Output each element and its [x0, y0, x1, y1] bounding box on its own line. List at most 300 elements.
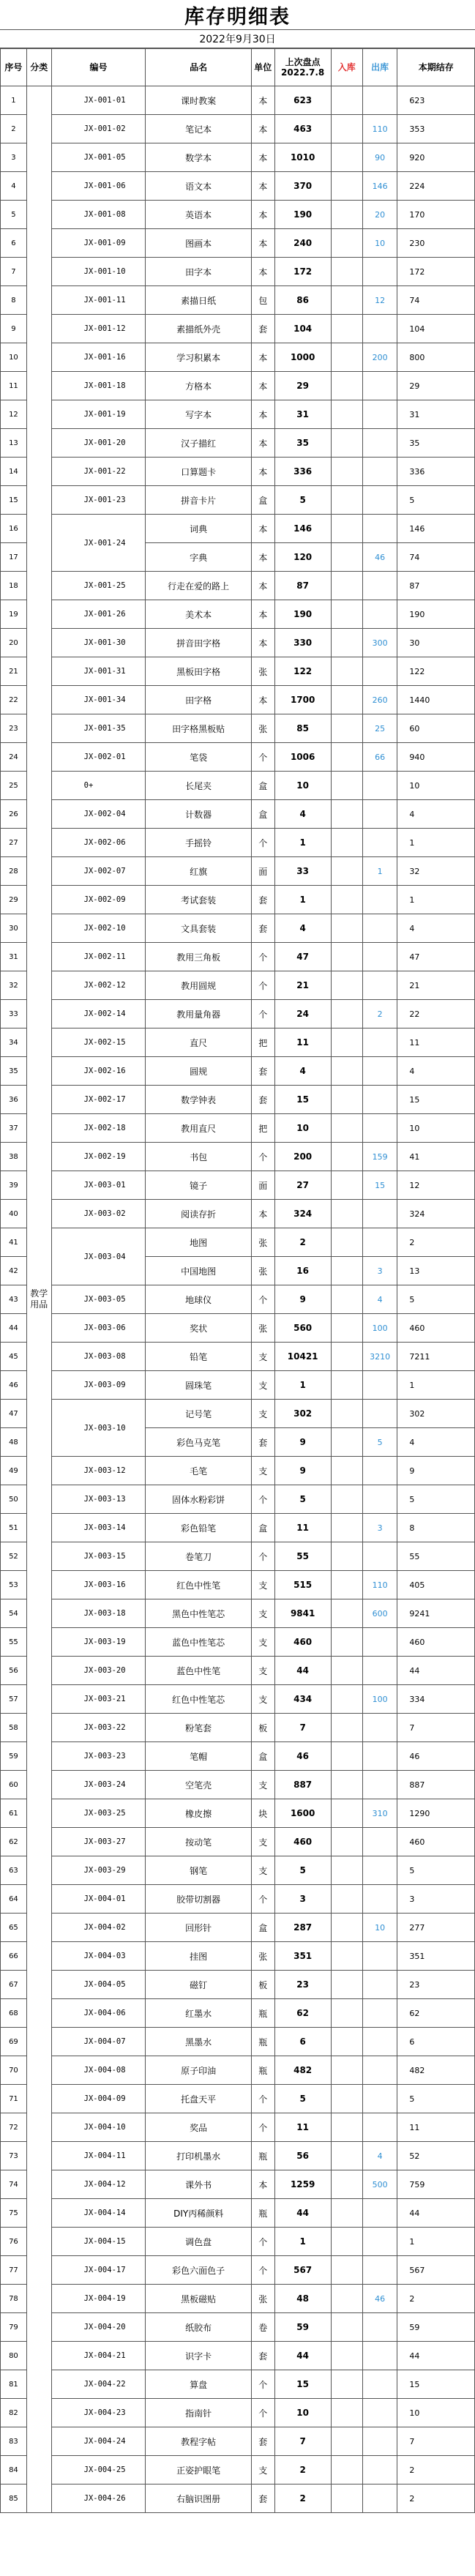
- cell-name: 橡皮擦: [146, 1799, 252, 1828]
- cell-seq: 24: [1, 743, 27, 772]
- cell-inbound: [331, 2285, 362, 2313]
- cell-code: JX-003-08: [51, 1343, 146, 1371]
- cell-inbound: [331, 1828, 362, 1856]
- cell-code: JX-001-10: [51, 258, 146, 286]
- cell-last-count: 7: [274, 2427, 331, 2456]
- cell-current-stock: 1440: [397, 686, 475, 714]
- header-outbound: 出库: [362, 49, 397, 86]
- cell-code: JX-004-08: [51, 2056, 146, 2085]
- cell-inbound: [331, 2228, 362, 2256]
- cell-seq: 65: [1, 1914, 27, 1942]
- cell-seq: 81: [1, 2370, 27, 2399]
- cell-last-count: 33: [274, 857, 331, 886]
- category-label: 教学用品: [30, 1288, 48, 1310]
- table-row: [1, 629, 475, 657]
- cell-outbound: [362, 2313, 397, 2342]
- cell-current-stock: 10: [397, 1114, 475, 1143]
- cell-inbound: [331, 714, 362, 743]
- cell-outbound: [362, 2256, 397, 2285]
- cell-last-count: 7: [274, 1714, 331, 1742]
- cell-name: 黑墨水: [146, 2028, 252, 2056]
- cell-seq: 32: [1, 971, 27, 1000]
- cell-unit: 包: [251, 286, 274, 315]
- cell-current-stock: 122: [397, 657, 475, 686]
- cell-current-stock: 44: [397, 2342, 475, 2370]
- cell-outbound: [362, 458, 397, 486]
- header-current-stock: 本期结存: [397, 49, 475, 86]
- cell-last-count: 10: [274, 1114, 331, 1143]
- cell-unit: 本: [251, 1200, 274, 1228]
- cell-current-stock: 567: [397, 2256, 475, 2285]
- table-row: [1, 1771, 475, 1799]
- cell-code: JX-003-18: [51, 1599, 146, 1628]
- cell-outbound: [362, 515, 397, 543]
- cell-last-count: 16: [274, 1257, 331, 1285]
- cell-seq: 18: [1, 572, 27, 600]
- cell-seq: 44: [1, 1314, 27, 1343]
- cell-outbound: 5: [362, 1428, 397, 1457]
- table-row: [1, 657, 475, 686]
- cell-last-count: 27: [274, 1171, 331, 1200]
- cell-code: JX-002-14: [51, 1000, 146, 1028]
- table-row: [1, 1514, 475, 1542]
- cell-unit: 个: [251, 2113, 274, 2142]
- table-row: [1, 1685, 475, 1714]
- cell-unit: 套: [251, 1086, 274, 1114]
- cell-last-count: 44: [274, 1657, 331, 1685]
- cell-current-stock: 940: [397, 743, 475, 772]
- cell-current-stock: 224: [397, 172, 475, 201]
- cell-last-count: 330: [274, 629, 331, 657]
- cell-name: 田字格黑板贴: [146, 714, 252, 743]
- cell-last-count: 6: [274, 2028, 331, 2056]
- cell-name: 奖状: [146, 1314, 252, 1343]
- cell-name: 红墨水: [146, 1999, 252, 2028]
- cell-name: 算盘: [146, 2370, 252, 2399]
- cell-last-count: 10: [274, 772, 331, 800]
- cell-seq: 49: [1, 1457, 27, 1485]
- cell-inbound: [331, 600, 362, 629]
- table-row: [1, 515, 475, 543]
- cell-current-stock: 11: [397, 1028, 475, 1057]
- cell-seq: 2: [1, 115, 27, 143]
- cell-inbound: [331, 2313, 362, 2342]
- cell-unit: 瓶: [251, 2028, 274, 2056]
- cell-inbound: [331, 2056, 362, 2085]
- table-row: [1, 1400, 475, 1428]
- cell-current-stock: 172: [397, 258, 475, 286]
- table-row: [1, 1856, 475, 1885]
- cell-last-count: 21: [274, 971, 331, 1000]
- cell-current-stock: 324: [397, 1200, 475, 1228]
- cell-inbound: [331, 743, 362, 772]
- cell-current-stock: 170: [397, 201, 475, 229]
- cell-seq: 28: [1, 857, 27, 886]
- cell-inbound: [331, 1343, 362, 1371]
- table-row: [1, 2028, 475, 2056]
- cell-name: 课外书: [146, 2170, 252, 2199]
- cell-last-count: 2: [274, 2456, 331, 2484]
- cell-name: 粉笔套: [146, 1714, 252, 1742]
- cell-current-stock: 5: [397, 2085, 475, 2113]
- cell-last-count: 10421: [274, 1343, 331, 1371]
- cell-seq: 53: [1, 1571, 27, 1599]
- cell-inbound: [331, 1942, 362, 1971]
- cell-code: JX-001-26: [51, 600, 146, 629]
- cell-inbound: [331, 258, 362, 286]
- cell-last-count: 1000: [274, 343, 331, 372]
- cell-name: 笔帽: [146, 1742, 252, 1771]
- cell-outbound: [362, 1114, 397, 1143]
- cell-code: JX-001-18: [51, 372, 146, 400]
- cell-code: JX-003-27: [51, 1828, 146, 1856]
- cell-unit: 本: [251, 372, 274, 400]
- cell-name: 手摇铃: [146, 829, 252, 857]
- cell-name: 教用直尺: [146, 1114, 252, 1143]
- cell-name: 红旗: [146, 857, 252, 886]
- cell-outbound: [362, 1971, 397, 1999]
- cell-last-count: 9: [274, 1285, 331, 1314]
- cell-seq: 8: [1, 286, 27, 315]
- cell-code: JX-001-23: [51, 486, 146, 515]
- cell-name: 打印机墨水: [146, 2142, 252, 2170]
- cell-seq: 15: [1, 486, 27, 515]
- cell-current-stock: 30: [397, 629, 475, 657]
- cell-unit: 张: [251, 1257, 274, 1285]
- cell-current-stock: 74: [397, 543, 475, 572]
- cell-last-count: 190: [274, 600, 331, 629]
- cell-current-stock: 60: [397, 714, 475, 743]
- cell-current-stock: 1: [397, 886, 475, 914]
- cell-current-stock: 52: [397, 2142, 475, 2170]
- cell-last-count: 1: [274, 829, 331, 857]
- cell-unit: 套: [251, 2484, 274, 2513]
- cell-current-stock: 1: [397, 829, 475, 857]
- cell-name: 黑板田字格: [146, 657, 252, 686]
- cell-outbound: [362, 772, 397, 800]
- sheet-date: 2022年9月30日: [199, 34, 276, 45]
- cell-last-count: 15: [274, 2370, 331, 2399]
- cell-code: JX-004-24: [51, 2427, 146, 2456]
- cell-unit: 个: [251, 1885, 274, 1914]
- cell-current-stock: 46: [397, 1742, 475, 1771]
- cell-name: 毛笔: [146, 1457, 252, 1485]
- cell-code: JX-004-09: [51, 2085, 146, 2113]
- cell-code: JX-003-23: [51, 1742, 146, 1771]
- cell-inbound: [331, 1542, 362, 1571]
- cell-seq: 51: [1, 1514, 27, 1542]
- cell-unit: 盒: [251, 772, 274, 800]
- cell-current-stock: 302: [397, 1400, 475, 1428]
- cell-seq: 75: [1, 2199, 27, 2228]
- cell-name: 词典: [146, 515, 252, 543]
- cell-inbound: [331, 1485, 362, 1514]
- cell-unit: 个: [251, 1542, 274, 1571]
- cell-name: 记号笔: [146, 1400, 252, 1428]
- table-row: [1, 743, 475, 772]
- cell-code: JX-003-14: [51, 1514, 146, 1542]
- cell-inbound: [331, 1200, 362, 1228]
- cell-current-stock: 8: [397, 1514, 475, 1542]
- cell-unit: 支: [251, 1371, 274, 1400]
- cell-seq: 4: [1, 172, 27, 201]
- cell-inbound: [331, 115, 362, 143]
- header-last-count-date: 2022.7.8: [281, 67, 325, 78]
- cell-inbound: [331, 1657, 362, 1685]
- table-row: [1, 429, 475, 458]
- cell-current-stock: 9241: [397, 1599, 475, 1628]
- cell-seq: 63: [1, 1856, 27, 1885]
- cell-name: 拼音卡片: [146, 486, 252, 515]
- cell-code: JX-002-16: [51, 1057, 146, 1086]
- cell-current-stock: 460: [397, 1628, 475, 1657]
- cell-outbound: 600: [362, 1599, 397, 1628]
- cell-name: 回形针: [146, 1914, 252, 1942]
- table-row: [1, 1885, 475, 1914]
- cell-outbound: 20: [362, 201, 397, 229]
- cell-code: JX-003-29: [51, 1856, 146, 1885]
- cell-last-count: 1259: [274, 2170, 331, 2199]
- cell-current-stock: 10: [397, 772, 475, 800]
- cell-unit: 个: [251, 2085, 274, 2113]
- cell-last-count: 87: [274, 572, 331, 600]
- cell-code: JX-003-16: [51, 1571, 146, 1599]
- cell-code: JX-004-17: [51, 2256, 146, 2285]
- cell-inbound: [331, 2170, 362, 2199]
- cell-name: 蓝色中性笔芯: [146, 1628, 252, 1657]
- table-row: [1, 914, 475, 943]
- cell-name: 正姿护眼笔: [146, 2456, 252, 2484]
- cell-last-count: 5: [274, 486, 331, 515]
- cell-current-stock: 7: [397, 2427, 475, 2456]
- cell-unit: 本: [251, 572, 274, 600]
- cell-seq: 59: [1, 1742, 27, 1771]
- cell-current-stock: 4: [397, 800, 475, 829]
- cell-last-count: 9841: [274, 1599, 331, 1628]
- cell-unit: 支: [251, 1457, 274, 1485]
- cell-inbound: [331, 943, 362, 971]
- table-row: [1, 343, 475, 372]
- cell-name: 英语本: [146, 201, 252, 229]
- cell-outbound: [362, 829, 397, 857]
- cell-inbound: [331, 1057, 362, 1086]
- date-row: [0, 30, 475, 48]
- cell-outbound: 100: [362, 1314, 397, 1343]
- cell-code: JX-003-21: [51, 1685, 146, 1714]
- table-row: [1, 2313, 475, 2342]
- cell-unit: 板: [251, 1971, 274, 1999]
- cell-name: 卷笔刀: [146, 1542, 252, 1571]
- table-row: [1, 1000, 475, 1028]
- cell-name: 圆珠笔: [146, 1371, 252, 1400]
- cell-last-count: 302: [274, 1400, 331, 1428]
- table-row: [1, 1086, 475, 1114]
- cell-last-count: 1700: [274, 686, 331, 714]
- cell-unit: 本: [251, 429, 274, 458]
- cell-code: JX-002-04: [51, 800, 146, 829]
- table-row: [1, 400, 475, 429]
- cell-last-count: 460: [274, 1628, 331, 1657]
- cell-outbound: [362, 1086, 397, 1114]
- cell-seq: 35: [1, 1057, 27, 1086]
- cell-inbound: [331, 2199, 362, 2228]
- cell-seq: 54: [1, 1599, 27, 1628]
- cell-name: 写字本: [146, 400, 252, 429]
- cell-last-count: 515: [274, 1571, 331, 1599]
- cell-name: 图画本: [146, 229, 252, 258]
- cell-seq: 20: [1, 629, 27, 657]
- cell-last-count: 5: [274, 1856, 331, 1885]
- cell-code: JX-004-02: [51, 1914, 146, 1942]
- table-row: [1, 686, 475, 714]
- cell-last-count: 4: [274, 1057, 331, 1086]
- cell-last-count: 46: [274, 1742, 331, 1771]
- cell-last-count: 11: [274, 2113, 331, 2142]
- cell-seq: 30: [1, 914, 27, 943]
- cell-code: JX-001-11: [51, 286, 146, 315]
- cell-current-stock: 104: [397, 315, 475, 343]
- cell-seq: 6: [1, 229, 27, 258]
- cell-last-count: 3: [274, 1885, 331, 1914]
- cell-last-count: 85: [274, 714, 331, 743]
- cell-code: JX-001-35: [51, 714, 146, 743]
- cell-code: JX-004-26: [51, 2484, 146, 2513]
- cell-inbound: [331, 1171, 362, 1200]
- cell-code: JX-001-22: [51, 458, 146, 486]
- cell-name: 指南针: [146, 2399, 252, 2427]
- cell-name: 右脑识图册: [146, 2484, 252, 2513]
- cell-unit: 瓶: [251, 2142, 274, 2170]
- cell-seq: 78: [1, 2285, 27, 2313]
- cell-seq: 48: [1, 1428, 27, 1457]
- cell-unit: 个: [251, 943, 274, 971]
- inventory-table: [0, 48, 475, 2513]
- cell-name: 钢笔: [146, 1856, 252, 1885]
- cell-seq: 3: [1, 143, 27, 172]
- cell-current-stock: 9: [397, 1457, 475, 1485]
- cell-inbound: [331, 1571, 362, 1599]
- cell-last-count: 5: [274, 2085, 331, 2113]
- cell-name: 红色中性笔: [146, 1571, 252, 1599]
- cell-unit: 支: [251, 1856, 274, 1885]
- cell-current-stock: 4: [397, 1057, 475, 1086]
- cell-inbound: [331, 1428, 362, 1457]
- cell-name: 纸胶布: [146, 2313, 252, 2342]
- cell-code: JX-004-14: [51, 2199, 146, 2228]
- cell-current-stock: 74: [397, 286, 475, 315]
- table-row: [1, 372, 475, 400]
- table-row: [1, 971, 475, 1000]
- cell-seq: 10: [1, 343, 27, 372]
- cell-outbound: 10: [362, 1914, 397, 1942]
- cell-last-count: 463: [274, 115, 331, 143]
- cell-inbound: [331, 1314, 362, 1343]
- cell-last-count: 62: [274, 1999, 331, 2028]
- cell-seq: 77: [1, 2256, 27, 2285]
- cell-seq: 72: [1, 2113, 27, 2142]
- cell-code: JX-002-06: [51, 829, 146, 857]
- cell-outbound: [362, 2370, 397, 2399]
- cell-inbound: [331, 343, 362, 372]
- cell-seq: 19: [1, 600, 27, 629]
- cell-current-stock: 887: [397, 1771, 475, 1799]
- table-row: [1, 2199, 475, 2228]
- table-row: [1, 2142, 475, 2170]
- table-row: [1, 1057, 475, 1086]
- cell-unit: 支: [251, 1685, 274, 1714]
- cell-inbound: [331, 143, 362, 172]
- cell-code: JX-004-06: [51, 1999, 146, 2028]
- cell-seq: 33: [1, 1000, 27, 1028]
- cell-outbound: [362, 258, 397, 286]
- cell-seq: 70: [1, 2056, 27, 2085]
- cell-name: 笔记本: [146, 115, 252, 143]
- table-row: [1, 1314, 475, 1343]
- cell-name: 教用三角板: [146, 943, 252, 971]
- cell-seq: 52: [1, 1542, 27, 1571]
- cell-name: 黑色中性笔芯: [146, 1599, 252, 1628]
- cell-seq: 36: [1, 1086, 27, 1114]
- cell-inbound: [331, 1000, 362, 1028]
- cell-code: JX-004-23: [51, 2399, 146, 2427]
- table-row: [1, 2399, 475, 2427]
- cell-inbound: [331, 857, 362, 886]
- cell-code: JX-002-01: [51, 743, 146, 772]
- cell-outbound: [362, 372, 397, 400]
- cell-unit: 本: [251, 172, 274, 201]
- cell-current-stock: 32: [397, 857, 475, 886]
- cell-inbound: [331, 1400, 362, 1428]
- cell-unit: 支: [251, 1571, 274, 1599]
- cell-seq: 16: [1, 515, 27, 543]
- table-row: [1, 1999, 475, 2028]
- cell-code: JX-004-21: [51, 2342, 146, 2370]
- cell-code: JX-001-12: [51, 315, 146, 343]
- cell-unit: 本: [251, 143, 274, 172]
- cell-outbound: 310: [362, 1799, 397, 1828]
- cell-current-stock: 482: [397, 2056, 475, 2085]
- cell-seq: 40: [1, 1200, 27, 1228]
- cell-seq: 26: [1, 800, 27, 829]
- cell-outbound: [362, 914, 397, 943]
- cell-name: 拼音田字格: [146, 629, 252, 657]
- cell-current-stock: 5: [397, 486, 475, 515]
- cell-inbound: [331, 1028, 362, 1057]
- cell-seq: 66: [1, 1942, 27, 1971]
- cell-current-stock: 623: [397, 86, 475, 115]
- cell-inbound: [331, 1514, 362, 1542]
- cell-unit: 本: [251, 458, 274, 486]
- cell-outbound: 12: [362, 286, 397, 315]
- cell-current-stock: 13: [397, 1257, 475, 1285]
- cell-unit: 本: [251, 629, 274, 657]
- cell-inbound: [331, 429, 362, 458]
- cell-unit: 支: [251, 1771, 274, 1799]
- cell-last-count: 351: [274, 1942, 331, 1971]
- title-row: [0, 0, 475, 30]
- cell-inbound: [331, 2427, 362, 2456]
- cell-last-count: 146: [274, 515, 331, 543]
- cell-outbound: [362, 2028, 397, 2056]
- table-row: [1, 229, 475, 258]
- cell-outbound: 110: [362, 115, 397, 143]
- cell-last-count: 35: [274, 429, 331, 458]
- cell-inbound: [331, 2370, 362, 2399]
- table-row: [1, 1371, 475, 1400]
- cell-current-stock: 230: [397, 229, 475, 258]
- cell-current-stock: 87: [397, 572, 475, 600]
- cell-last-count: 5: [274, 1485, 331, 1514]
